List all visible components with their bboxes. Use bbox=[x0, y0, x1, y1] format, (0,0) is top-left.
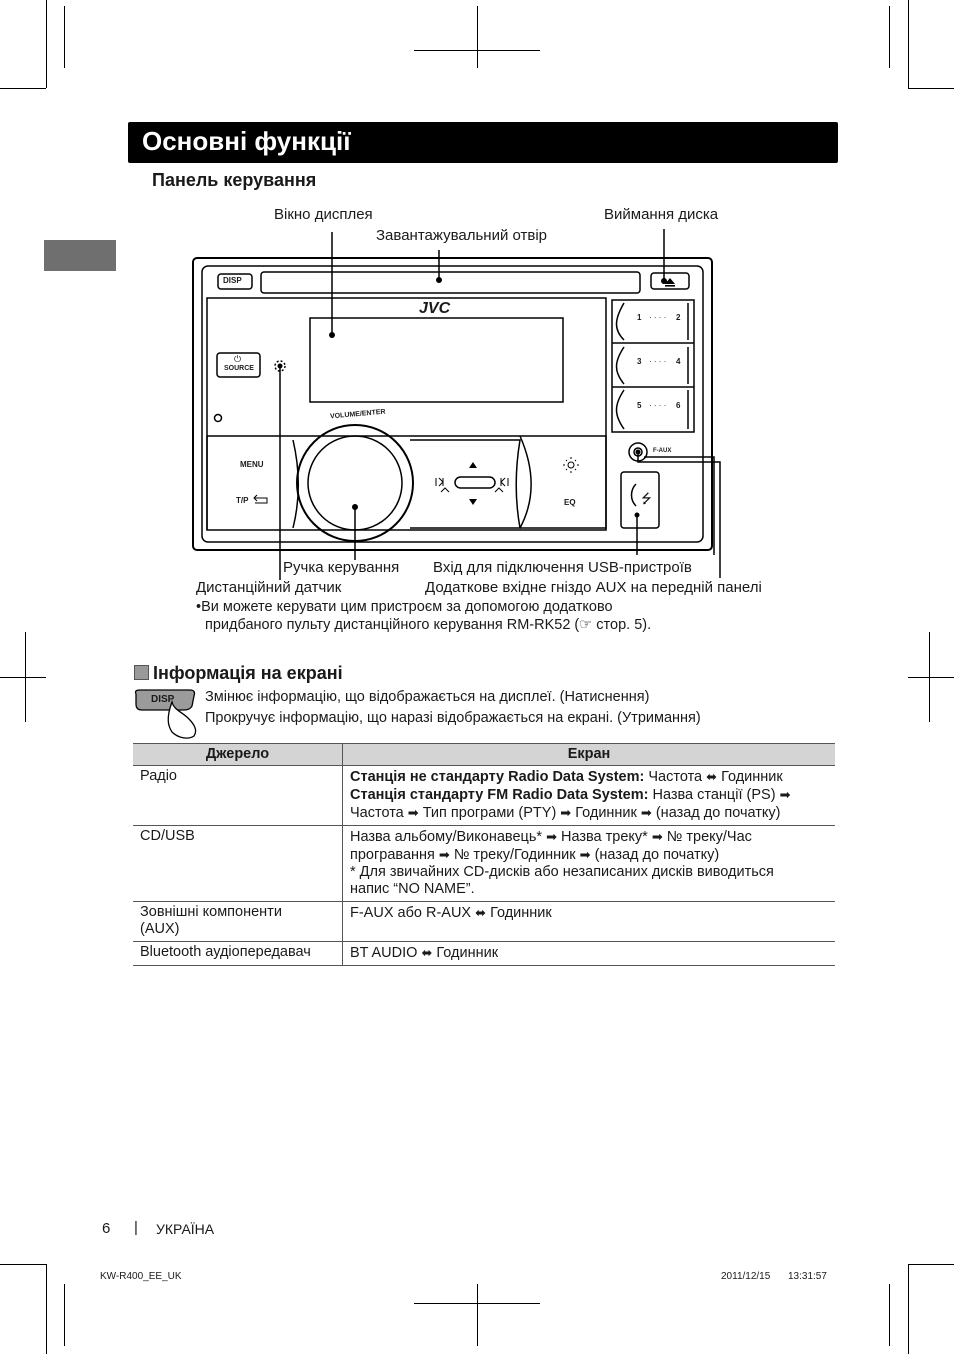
text: Годинник bbox=[717, 769, 783, 785]
crop-mark bbox=[477, 1284, 478, 1346]
footer-language: УКРАЇНА bbox=[156, 1221, 215, 1237]
disp-key-label: DISP bbox=[223, 276, 242, 285]
text: № треку/Час bbox=[662, 829, 752, 845]
right-arrow-icon: ➡ bbox=[407, 805, 419, 820]
right-arrow-icon: ➡ bbox=[546, 829, 557, 844]
preset-5: 5 bbox=[637, 401, 642, 410]
remote-note bbox=[196, 598, 651, 634]
eq-key-label: EQ bbox=[564, 498, 576, 507]
preset-4: 4 bbox=[676, 357, 681, 366]
brand-logo: JVC bbox=[419, 300, 451, 317]
text: Годинник bbox=[486, 905, 552, 921]
double-arrow-icon: ⬌ bbox=[706, 769, 718, 784]
crop-mark bbox=[0, 677, 46, 678]
preset-dots: · · · · bbox=[649, 313, 667, 322]
text: Годинник bbox=[571, 805, 641, 821]
crop-mark bbox=[929, 632, 930, 722]
panel-heading: Панель керування bbox=[152, 170, 317, 190]
crop-mark bbox=[889, 1284, 890, 1346]
menu-key-label: MENU bbox=[240, 460, 264, 469]
crop-mark bbox=[0, 1264, 46, 1265]
tp-key-label: T/P bbox=[236, 496, 249, 505]
text: Назва альбому/Виконавець* bbox=[350, 829, 547, 845]
crop-mark bbox=[46, 1264, 47, 1354]
preset-3: 3 bbox=[637, 357, 642, 366]
remote-note-line2-end: стор. 5). bbox=[592, 617, 652, 633]
right-arrow-icon: ➡ bbox=[560, 805, 572, 820]
text: F-AUX або R-AUX bbox=[350, 905, 476, 921]
table-row bbox=[133, 902, 835, 942]
table-row bbox=[133, 942, 835, 966]
text: (назад до початку) bbox=[651, 805, 781, 821]
source-cell: Bluetooth аудіопередавач bbox=[133, 942, 343, 966]
table-row bbox=[133, 826, 835, 902]
info-heading bbox=[134, 663, 343, 684]
preset-2: 2 bbox=[676, 313, 681, 322]
text: Назва треку* bbox=[556, 829, 652, 845]
footer-code: KW-R400_EE_UK bbox=[100, 1271, 182, 1282]
text: (назад до початку) bbox=[590, 847, 720, 863]
right-arrow-icon: ➡ bbox=[579, 847, 591, 862]
page-title: Основні функції bbox=[142, 126, 351, 156]
crop-mark bbox=[64, 1284, 65, 1346]
usb-icon: ⭍ bbox=[641, 491, 652, 506]
text: Годинник bbox=[432, 945, 499, 961]
crop-mark bbox=[908, 1264, 909, 1354]
footer-separator: | bbox=[134, 1219, 138, 1236]
crop-mark bbox=[908, 677, 954, 678]
page-number: 6 bbox=[102, 1220, 111, 1237]
label-loading-slot: Завантажувальний отвір bbox=[376, 227, 548, 244]
display-info-table bbox=[133, 743, 835, 966]
text: Назва станції (PS) bbox=[648, 787, 780, 803]
label-eject: Виймання диска bbox=[604, 206, 719, 223]
preset-dots: · · · · bbox=[649, 357, 667, 366]
reference-icon: ☞ bbox=[579, 617, 593, 633]
right-arrow-icon: ➡ bbox=[651, 829, 663, 844]
disp-button-label: DISP bbox=[151, 694, 175, 705]
crop-mark bbox=[908, 1264, 954, 1265]
preset-1: 1 bbox=[637, 313, 642, 322]
double-arrow-icon: ⬌ bbox=[421, 945, 433, 960]
disp-desc-2: Прокручує інформацію, що наразі відображається на екрані. (Утримання) bbox=[205, 710, 701, 726]
screen-cell bbox=[343, 826, 836, 902]
text: програвання bbox=[350, 847, 439, 863]
table-header-row bbox=[133, 744, 835, 766]
label-usb-input: Вхід для підключення USB-пристроїв bbox=[433, 559, 692, 576]
right-arrow-icon: ➡ bbox=[640, 805, 652, 820]
section-square-icon bbox=[134, 665, 149, 680]
source-cell: Радіо bbox=[133, 766, 343, 826]
text: (AUX) bbox=[140, 921, 180, 937]
bullet: • bbox=[196, 599, 202, 615]
remote-note-line2: придбаного пульту дистанційного керування RM-RK52 ( bbox=[205, 617, 580, 633]
text: Частота bbox=[644, 769, 707, 785]
col-source-header: Джерело bbox=[133, 744, 343, 766]
label-remote-sensor: Дистанційний датчик bbox=[196, 579, 342, 596]
text: * Для звичайних CD-дисків або незаписаних дисків виводиться bbox=[350, 864, 774, 880]
screen-cell bbox=[343, 766, 836, 826]
screen-cell bbox=[343, 902, 836, 942]
double-arrow-icon: ⬌ bbox=[475, 905, 487, 920]
volume-label: VOLUME/ENTER bbox=[329, 408, 386, 421]
text: Тип програми (PTY) bbox=[418, 805, 561, 821]
text: № треку/Годинник bbox=[449, 847, 580, 863]
source-key-label: SOURCE bbox=[224, 365, 254, 372]
text: Зовнішні компоненти bbox=[140, 904, 282, 920]
text: Станція не стандарту Radio Data System: bbox=[350, 769, 645, 785]
disp-desc-1: Змінює інформацію, що відображається на дисплеї. (Натиснення) bbox=[205, 689, 650, 705]
power-icon: ⏻ bbox=[234, 354, 242, 364]
footer-time: 13:31:57 bbox=[788, 1271, 827, 1282]
text: Частота bbox=[350, 805, 408, 821]
text: Станція стандарту FM Radio Data System: bbox=[350, 787, 649, 803]
remote-note-line1: Ви можете керувати цим пристроєм за допомогою додатково bbox=[201, 599, 613, 615]
label-display-window: Вікно дисплея bbox=[274, 206, 373, 223]
preset-6: 6 bbox=[676, 401, 681, 410]
text: BT AUDIO bbox=[350, 945, 422, 961]
control-panel-illustration bbox=[0, 0, 954, 640]
label-control-dial: Ручка керування bbox=[283, 559, 400, 576]
label-aux-jack: Додаткове вхідне гніздо AUX на передній панелі bbox=[425, 579, 762, 596]
right-arrow-icon: ➡ bbox=[438, 847, 450, 862]
info-heading-text: Інформація на екрані bbox=[153, 663, 343, 683]
table-row bbox=[133, 766, 835, 826]
right-arrow-icon: ➡ bbox=[779, 787, 791, 802]
source-cell: CD/USB bbox=[133, 826, 343, 902]
source-cell bbox=[133, 902, 343, 942]
footer-date: 2011/12/15 bbox=[721, 1271, 771, 1282]
faux-label: F-AUX bbox=[653, 448, 672, 454]
text: напис “NO NAME”. bbox=[350, 881, 475, 897]
screen-cell bbox=[343, 942, 836, 966]
crop-mark bbox=[25, 632, 26, 722]
preset-dots: · · · · bbox=[649, 401, 667, 410]
col-screen-header: Екран bbox=[343, 744, 836, 766]
